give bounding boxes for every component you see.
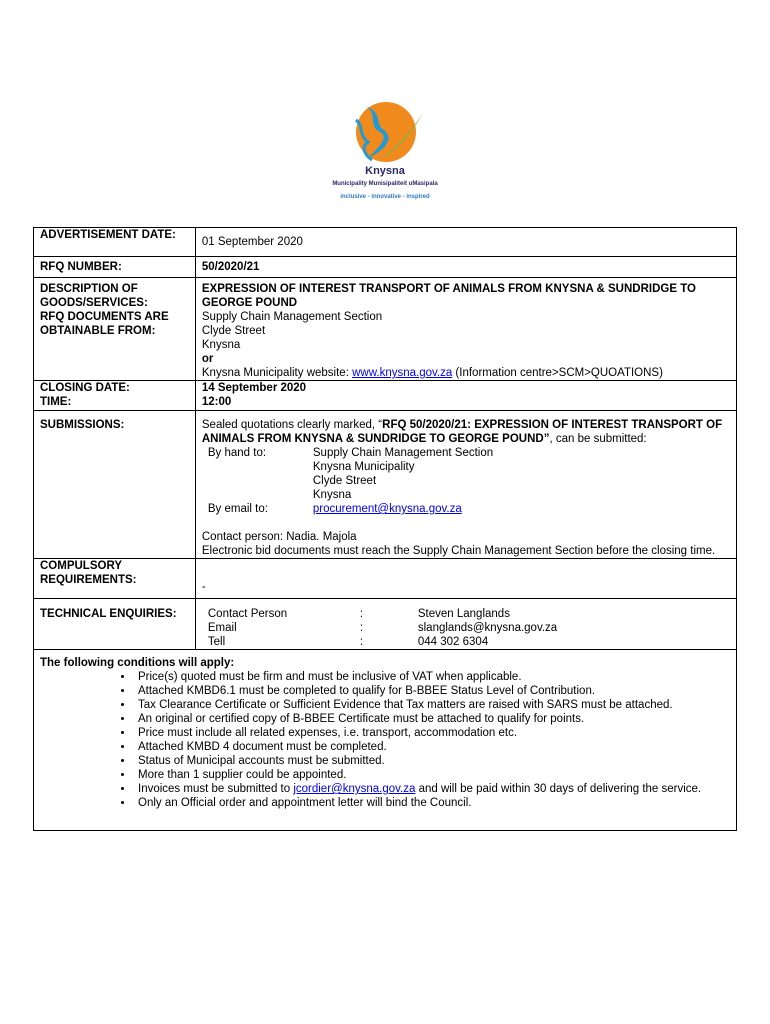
condition-item: • Price(s) quoted must be firm and must be inclusive of VAT when applicable. xyxy=(134,670,730,684)
knysna-logo xyxy=(300,100,470,210)
technical-contacts xyxy=(202,607,563,649)
tech-val: 044 302 6304 xyxy=(417,636,489,648)
technical-label: TECHNICAL ENQUIRIES: xyxy=(34,599,196,650)
invoice-email-link[interactable]: jcordier@knysna.gov.za xyxy=(293,783,416,795)
closing-time-label: TIME: xyxy=(40,396,72,408)
rfq-number-label: RFQ NUMBER: xyxy=(34,257,196,278)
closing-date-value: 14 September 2020 xyxy=(201,382,307,394)
conditions-list xyxy=(40,670,730,810)
condition-item: • Tax Clearance Certificate or Sufficient Evidence that Tax matters are raised with SARS must be attached. xyxy=(134,698,730,712)
condition-item: • An original or certified copy of B-BBEE Certificate must be attached to qualify for points. xyxy=(134,712,730,726)
contact-person: Contact person: Nadia. Majola xyxy=(201,531,357,543)
hand-line3: Clyde Street xyxy=(312,475,377,487)
condition-item: • Status of Municipal accounts must be submitted. xyxy=(134,754,730,768)
condition-item: • Attached KMBD 4 document must be completed. xyxy=(134,740,730,754)
conditions-heading: The following conditions will apply: xyxy=(40,657,235,669)
tech-key: Email xyxy=(207,622,237,634)
hand-line1: Supply Chain Management Section xyxy=(312,447,494,459)
by-hand-label: By hand to: xyxy=(207,447,267,459)
website-suffix: (Information centre>SCM>QUOATIONS) xyxy=(452,367,663,379)
submissions-label: SUBMISSIONS: xyxy=(34,411,196,559)
tech-key: Contact Person xyxy=(207,608,288,620)
description-value: EXPRESSION OF INTEREST TRANSPORT OF ANIMALS FROM KNYSNA & SUNDRIDGE TO GEORGE POUND xyxy=(201,283,696,309)
advert-date-label: ADVERTISEMENT DATE: xyxy=(34,228,196,257)
logo-tagline: inclusive - innovative - inspired xyxy=(340,194,430,200)
condition-item: • More than 1 supplier could be appointed. xyxy=(134,768,730,782)
obtain-or: or xyxy=(201,353,214,365)
electronic-note: Electronic bid documents must reach the Supply Chain Management Section before the closing time. xyxy=(201,545,716,557)
procurement-email-link[interactable]: procurement@knysna.gov.za xyxy=(312,503,462,515)
tech-row xyxy=(202,635,563,649)
closing-time-value: 12:00 xyxy=(201,396,232,408)
condition-item: • Price must include all related expenses, i.e. transport, accommodation etc. xyxy=(134,726,730,740)
tech-row xyxy=(202,607,563,621)
tech-val: Steven Langlands xyxy=(417,608,510,620)
invoice-suffix: and will be paid within 30 days of delivering the service. xyxy=(415,783,702,795)
rfq-table xyxy=(33,227,737,831)
tech-row xyxy=(202,621,563,635)
submission-text xyxy=(202,418,730,446)
advert-date-value: 01 September 2020 xyxy=(195,228,736,257)
hand-line4: Knysna xyxy=(312,489,352,501)
delivery-table xyxy=(202,446,499,516)
closing-date-label: CLOSING DATE: xyxy=(40,382,130,394)
description-label: DESCRIPTION OF GOODS/SERVICES: xyxy=(40,283,148,309)
submission-intro: Sealed quotations clearly marked, “ xyxy=(201,419,383,431)
tech-sep: : xyxy=(359,636,364,648)
tech-sep: : xyxy=(359,608,364,620)
by-email-label: By email to: xyxy=(207,503,268,515)
invoice-prefix: Invoices must be submitted to xyxy=(138,783,294,795)
tech-sep: : xyxy=(359,622,364,634)
rfq-number-value: 50/2020/21 xyxy=(195,257,736,278)
conditions-cell xyxy=(34,650,737,831)
logo-subtitle: Municipality Munisipaliteit uMasipala xyxy=(332,181,438,187)
tech-val: slanglands@knysna.gov.za xyxy=(417,622,558,634)
condition-item-invoice xyxy=(134,782,730,796)
logo-name: Knysna xyxy=(365,165,405,177)
website-line xyxy=(202,366,730,380)
condition-item: • Only an Official order and appointment letter will bind the Council. xyxy=(134,796,730,810)
obtain-line2: Clyde Street xyxy=(201,325,266,337)
tech-key: Tell xyxy=(207,636,226,648)
submission-tail: , can be submitted: xyxy=(549,433,647,445)
hand-line2: Knysna Municipality xyxy=(312,461,415,473)
obtain-line3: Knysna xyxy=(201,339,241,351)
condition-item: • Attached KMBD6.1 must be completed to qualify for B-BBEE Status Level of Contribution. xyxy=(134,684,730,698)
website-link[interactable]: www.knysna.gov.za xyxy=(352,367,453,379)
knysna-emblem-icon xyxy=(338,100,433,165)
obtainable-label: RFQ DOCUMENTS ARE OBTAINABLE FROM: xyxy=(40,311,169,337)
compulsory-value: - xyxy=(195,559,736,599)
obtain-line1: Supply Chain Management Section xyxy=(201,311,383,323)
submission-bold: RFQ 50/2020/21: EXPRESSION OF INTEREST TRANSPORT OF ANIMALS FROM KNYSNA & SUNDRIDGE TO GEORGE POUND” xyxy=(201,419,723,445)
compulsory-label: COMPULSORY REQUIREMENTS: xyxy=(34,559,196,599)
website-prefix: Knysna Municipality website: xyxy=(201,367,353,379)
